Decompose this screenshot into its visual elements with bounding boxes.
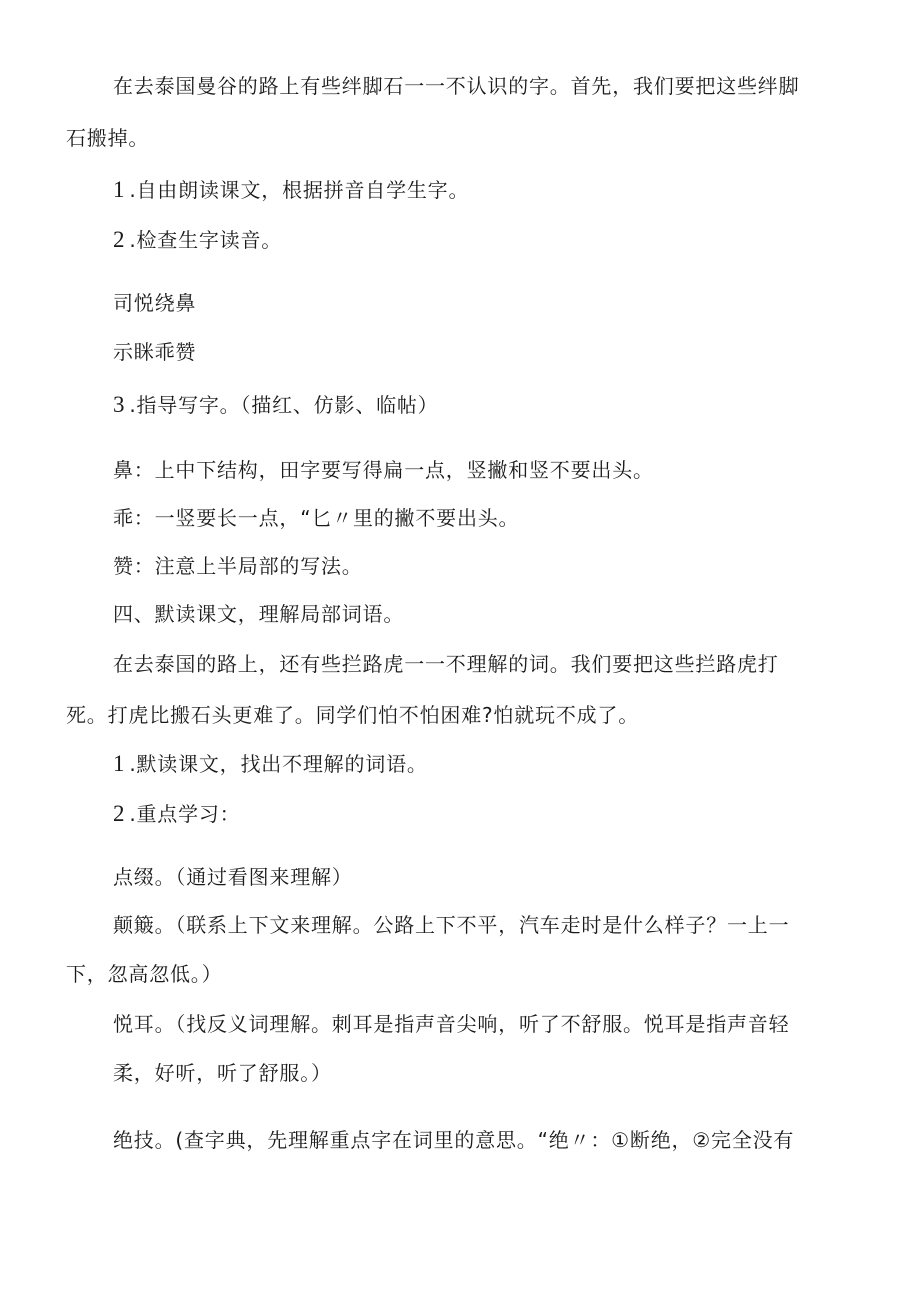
new-characters-row-2: 示眯乖赞 (113, 340, 197, 364)
vocab-dianbo-line-1: 颠簸。（联系上下文来理解。公路上下不平，汽车走时是什么样子？一上一 (113, 913, 790, 937)
task-number: 2 (113, 801, 126, 826)
step-2 (113, 228, 282, 252)
writing-note-zan: 赞：注意上半局部的写法。 (113, 554, 363, 578)
vocab-yueer-line-1: 悦耳。（找反义词理解。刺耳是指声音尖响，听了不舒服。悦耳是指声音轻 (113, 1012, 790, 1036)
paragraph-intro-line-2: 石搬掉。 (66, 126, 150, 150)
step-number: 1 (113, 177, 126, 202)
paragraph-intro-line-1: 在去泰国曼谷的路上有些绊脚石一一不认识的字。首先，我们要把这些绊脚 (113, 74, 800, 98)
step-text: .检查生字读音。 (129, 228, 283, 252)
step-number: 3 (113, 392, 126, 417)
paragraph-obstacles-line-1: 在去泰国的路上，还有些拦路虎一一不理解的词。我们要把这些拦路虎打 (113, 652, 779, 676)
task-1 (113, 752, 428, 776)
paragraph-obstacles-line-2: 死。打虎比搬石头更难了。同学们怕不怕困难?怕就玩不成了。 (66, 703, 640, 727)
new-characters-row-1: 司悦绕鼻 (113, 291, 197, 315)
task-number: 1 (113, 751, 126, 776)
step-1 (113, 178, 469, 202)
task-text: .重点学习： (129, 802, 241, 826)
section-heading-4: 四、默读课文，理解局部词语。 (113, 602, 405, 626)
writing-note-bi: 鼻：上中下结构，田字要写得扁一点，竖撇和竖不要出头。 (113, 458, 654, 482)
writing-note-guai: 乖：一竖要长一点，“匕〃里的撇不要出头。 (113, 506, 520, 530)
vocab-jueji: 绝技。(查字典，先理解重点字在词里的意思。“绝〃：①断绝，②完全没有 (113, 1128, 795, 1152)
step-text: .指导写字。（描红、仿影、临帖） (129, 393, 439, 417)
step-text: .自由朗读课文，根据拼音自学生字。 (129, 178, 470, 202)
task-text: .默读课文，找出不理解的词语。 (129, 752, 428, 776)
task-2 (113, 802, 240, 826)
vocab-yueer-line-2: 柔，好听，听了舒服。） (113, 1061, 332, 1085)
step-3 (113, 393, 438, 417)
vocab-dianbo-line-2: 下，忽高忽低。） (66, 962, 223, 986)
step-number: 2 (113, 227, 126, 252)
vocab-dianzhui: 点缀。（通过看图来理解） (113, 865, 353, 889)
